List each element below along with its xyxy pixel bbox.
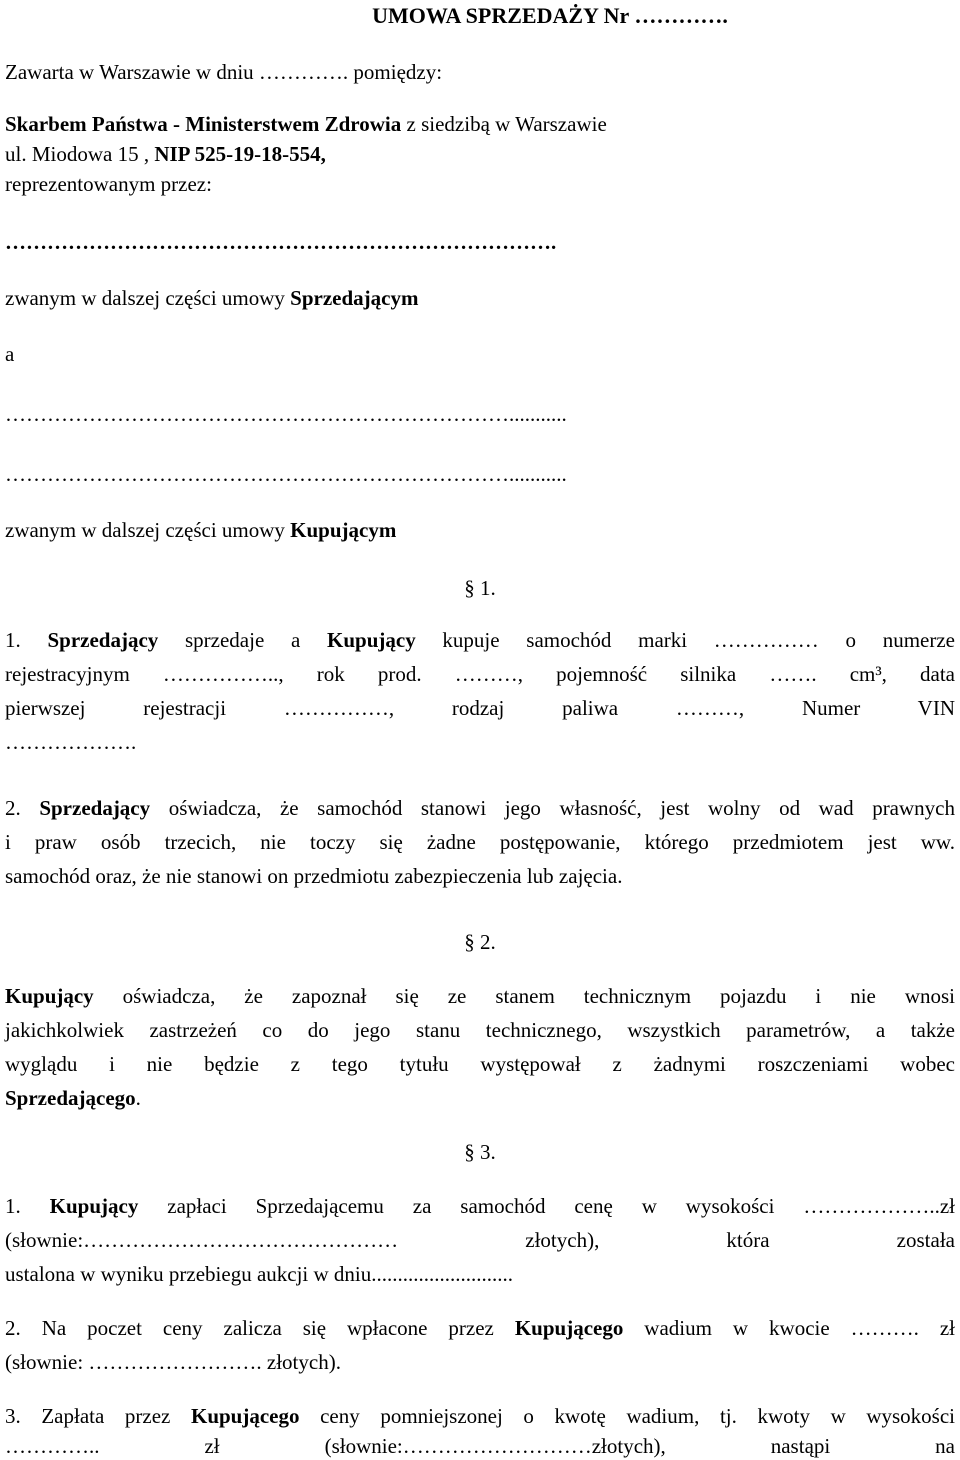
seller-alias-line: zwanym w dalszej części umowy Sprzedającym bbox=[5, 286, 419, 310]
buyer-alias: Kupującym bbox=[290, 518, 397, 542]
buyer-blank-2: ………………………………………………………………........... bbox=[5, 462, 567, 486]
section-2-heading: § 2. bbox=[464, 930, 496, 954]
s1-para2-line2: i praw osób trzecich, nie toczy się żadne postępowanie, którego przedmiotem jest ww. bbox=[5, 830, 955, 854]
buyer-alias-line: zwanym w dalszej części umowy Kupującym bbox=[5, 518, 397, 542]
section-3-heading: § 3. bbox=[464, 1140, 496, 1164]
s3-para1-line3: ustalona w wyniku przebiegu aukcji w dniu........................... bbox=[5, 1262, 513, 1286]
s2-line1: Kupujący oświadcza, że zapoznał się ze stanem technicznym pojazdu i nie wnosi bbox=[5, 984, 955, 1008]
s2-line4: Sprzedającego. bbox=[5, 1086, 141, 1110]
s1-para1-line1: 1. Sprzedający sprzedaje a Kupujący kupuje samochód marki …………… o numerze bbox=[5, 628, 956, 652]
s1-para2-line3: samochód oraz, że nie stanowi on przedmiotu zabezpieczenia lub zajęcia. bbox=[5, 864, 623, 888]
s3-para2-line1: 2. Na poczet ceny zalicza się wpłacone przez Kupującego wadium w kwocie ………. zł bbox=[5, 1316, 955, 1340]
seller-name: Skarbem Państwa - Ministerstwem Zdrowia bbox=[5, 112, 402, 136]
s1-para1-line2: rejestracyjnym …………….., rok prod. ………, pojemność silnika ……. cm³, data bbox=[5, 662, 955, 686]
s3-para1-line1: 1. Kupujący zapłaci Sprzedającemu za samochód cenę w wysokości ………………..zł bbox=[5, 1194, 955, 1218]
s3-para3-line1: 3. Zapłata przez Kupującego ceny pomniejszonej o kwotę wadium, tj. kwoty w wysokości bbox=[5, 1404, 956, 1428]
and-line: a bbox=[5, 342, 15, 366]
s1-para2-line1: 2. Sprzedający oświadcza, że samochód stanowi jego własność, jest wolny od wad prawnych bbox=[5, 796, 955, 820]
section-1-heading: § 1. bbox=[464, 576, 496, 600]
representative-blank: ……………………………………………………………………. bbox=[5, 230, 557, 254]
s3-para1-line2: (słownie:……………………………………… złotych), która została bbox=[5, 1228, 955, 1252]
s3-para3-line2: ………….. zł (słownie:………………………złotych), nastąpi na bbox=[5, 1434, 955, 1458]
buyer-blank-1: ………………………………………………………………........... bbox=[5, 402, 567, 426]
place-date-line: Zawarta w Warszawie w dniu …………. pomiędzy: bbox=[5, 60, 443, 84]
s2-line2: jakichkolwiek zastrzeżeń co do jego stanu technicznego, wszystkich parametrów, a także bbox=[5, 1018, 955, 1042]
seller-alias: Sprzedającym bbox=[290, 286, 419, 310]
s3-para2-line2: (słownie: ……………………. złotych). bbox=[5, 1350, 341, 1374]
document-title: UMOWA SPRZEDAŻY Nr …………. bbox=[372, 3, 728, 28]
seller-nip: NIP 525-19-18-554, bbox=[154, 142, 326, 166]
s2-line3: wyglądu i nie będzie z tego tytułu występował z żadnymi roszczeniami wobec bbox=[5, 1052, 955, 1076]
seller-address-line: ul. Miodowa 15 , NIP 525-19-18-554, bbox=[5, 142, 326, 166]
s1-para1-line3: pierwszej rejestracji ……………, rodzaj paliwa ………, Numer VIN bbox=[5, 696, 955, 720]
s1-para1-line4: ………………. bbox=[5, 730, 137, 754]
seller-line: Skarbem Państwa - Ministerstwem Zdrowia z siedzibą w Warszawie bbox=[5, 112, 607, 136]
represented-line: reprezentowanym przez: bbox=[5, 172, 212, 196]
